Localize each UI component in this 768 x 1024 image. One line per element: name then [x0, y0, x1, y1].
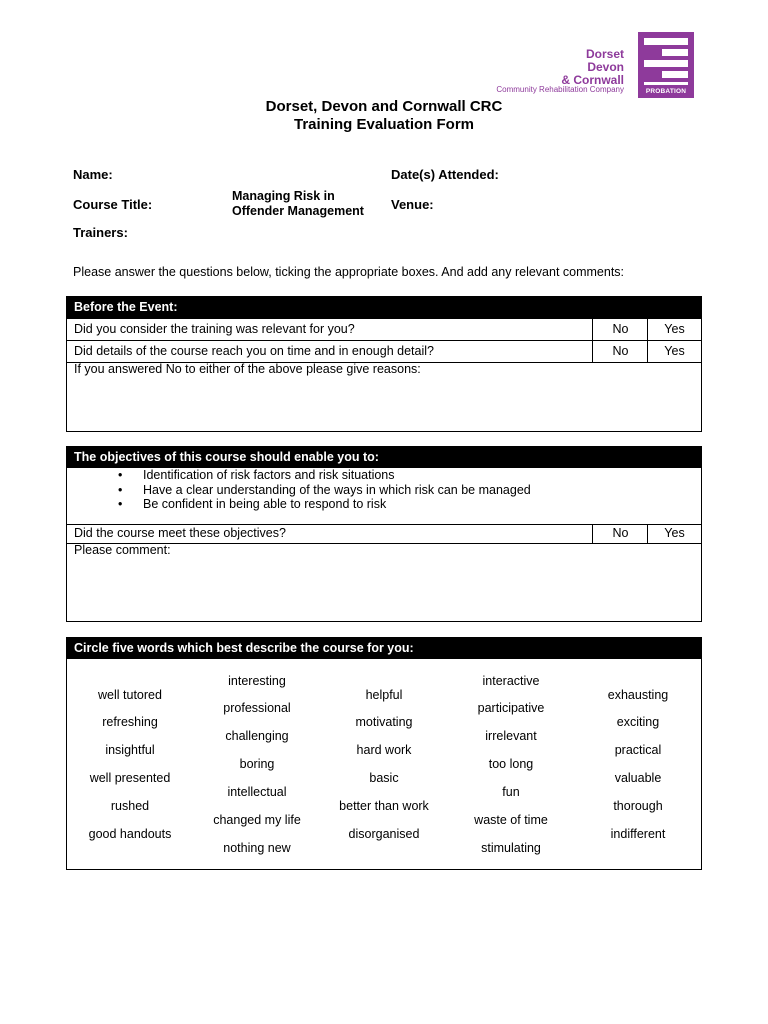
- objectives-list-wrap: [67, 468, 701, 524]
- question-row: [67, 318, 701, 340]
- date-attended-label: Date(s) Attended:: [391, 167, 499, 182]
- word-option[interactable]: rushed: [110, 799, 150, 813]
- word-option[interactable]: professional: [223, 701, 291, 715]
- yes-checkbox[interactable]: Yes: [647, 525, 701, 543]
- word-option[interactable]: motivating: [355, 715, 413, 729]
- no-checkbox[interactable]: No: [592, 341, 648, 362]
- word-option[interactable]: basic: [369, 771, 399, 785]
- course-title-line-2: Offender Management: [232, 204, 364, 218]
- logo-line-3: & Cornwall: [561, 73, 624, 87]
- venue-label: Venue:: [391, 197, 434, 212]
- no-checkbox[interactable]: No: [592, 525, 648, 543]
- objectives-list: [67, 468, 701, 512]
- trainers-label: Trainers:: [73, 225, 128, 240]
- word-option[interactable]: good handouts: [88, 827, 172, 841]
- reasons-comment-area[interactable]: [67, 362, 701, 434]
- word-option[interactable]: helpful: [365, 688, 403, 702]
- describe-words-section: [66, 637, 702, 870]
- word-option[interactable]: waste of time: [474, 813, 548, 827]
- word-option[interactable]: intellectual: [227, 785, 287, 799]
- word-option[interactable]: stimulating: [481, 841, 541, 855]
- question-text: Did details of the course reach you on time and in enough detail?: [74, 344, 434, 358]
- page-title: Dorset, Devon and Cornwall CRC: [265, 98, 503, 115]
- section-heading: Circle five words which best describe the course for you:: [67, 638, 701, 659]
- reasons-prompt: If you answered No to either of the above please give reasons:: [74, 362, 421, 376]
- logo-line-1: Dorset: [585, 47, 624, 61]
- question-text: Did you consider the training was relevant for you?: [74, 322, 355, 336]
- word-option[interactable]: well tutored: [98, 688, 162, 702]
- section-heading: Before the Event:: [67, 297, 701, 318]
- section-heading: The objectives of this course should enable you to:: [67, 447, 701, 468]
- word-option[interactable]: thorough: [613, 799, 663, 813]
- objective-item: • Be confident in being able to respond to risk: [67, 497, 701, 512]
- course-title-line-1: Managing Risk in: [232, 189, 335, 203]
- word-option[interactable]: practical: [614, 743, 662, 757]
- yes-checkbox[interactable]: Yes: [647, 341, 701, 362]
- word-option[interactable]: participative: [477, 701, 545, 715]
- logo-line-2: Devon: [587, 60, 624, 74]
- comment-prompt: Please comment:: [74, 543, 171, 557]
- word-option[interactable]: refreshing: [102, 715, 158, 729]
- objectives-comment-area[interactable]: [67, 543, 701, 621]
- name-label: Name:: [73, 167, 113, 182]
- word-option[interactable]: disorganised: [348, 827, 420, 841]
- page-subtitle: Training Evaluation Form: [293, 116, 475, 133]
- word-option[interactable]: exhausting: [607, 688, 669, 702]
- word-option[interactable]: changed my life: [213, 813, 301, 827]
- word-option[interactable]: hard work: [356, 743, 412, 757]
- objective-item: • Have a clear understanding of the ways in which risk can be managed: [67, 483, 701, 498]
- word-option[interactable]: valuable: [614, 771, 662, 785]
- course-title-label: Course Title:: [73, 197, 153, 212]
- word-option[interactable]: challenging: [225, 729, 289, 743]
- word-option[interactable]: fun: [502, 785, 520, 799]
- word-option[interactable]: interesting: [228, 674, 286, 688]
- before-event-section: [66, 296, 702, 432]
- yes-checkbox[interactable]: Yes: [647, 319, 701, 340]
- word-option[interactable]: boring: [239, 757, 275, 771]
- question-row: [67, 340, 701, 362]
- probation-logo-icon: [638, 32, 694, 98]
- logo-wordmark: [561, 48, 624, 87]
- intro-text: Please answer the questions below, ticking the appropriate boxes. And add any relevant comments:: [73, 265, 625, 279]
- word-option[interactable]: interactive: [482, 674, 540, 688]
- word-option[interactable]: irrelevant: [485, 729, 537, 743]
- question-row: [67, 524, 701, 543]
- word-option[interactable]: better than work: [339, 799, 429, 813]
- question-text: Did the course meet these objectives?: [74, 526, 286, 540]
- word-option[interactable]: too long: [488, 757, 534, 771]
- word-option[interactable]: well presented: [89, 771, 171, 785]
- word-option[interactable]: nothing new: [223, 841, 291, 855]
- course-title-value: [232, 189, 364, 219]
- objective-item: • Identification of risk factors and risk situations: [67, 468, 701, 483]
- word-option[interactable]: insightful: [105, 743, 155, 757]
- word-option[interactable]: exciting: [616, 715, 660, 729]
- logo-subtitle: Community Rehabilitation Company: [496, 85, 624, 94]
- word-option[interactable]: indifferent: [610, 827, 666, 841]
- objectives-section: [66, 446, 702, 622]
- logo-badge-label: PROBATION: [645, 88, 687, 95]
- no-checkbox[interactable]: No: [592, 319, 648, 340]
